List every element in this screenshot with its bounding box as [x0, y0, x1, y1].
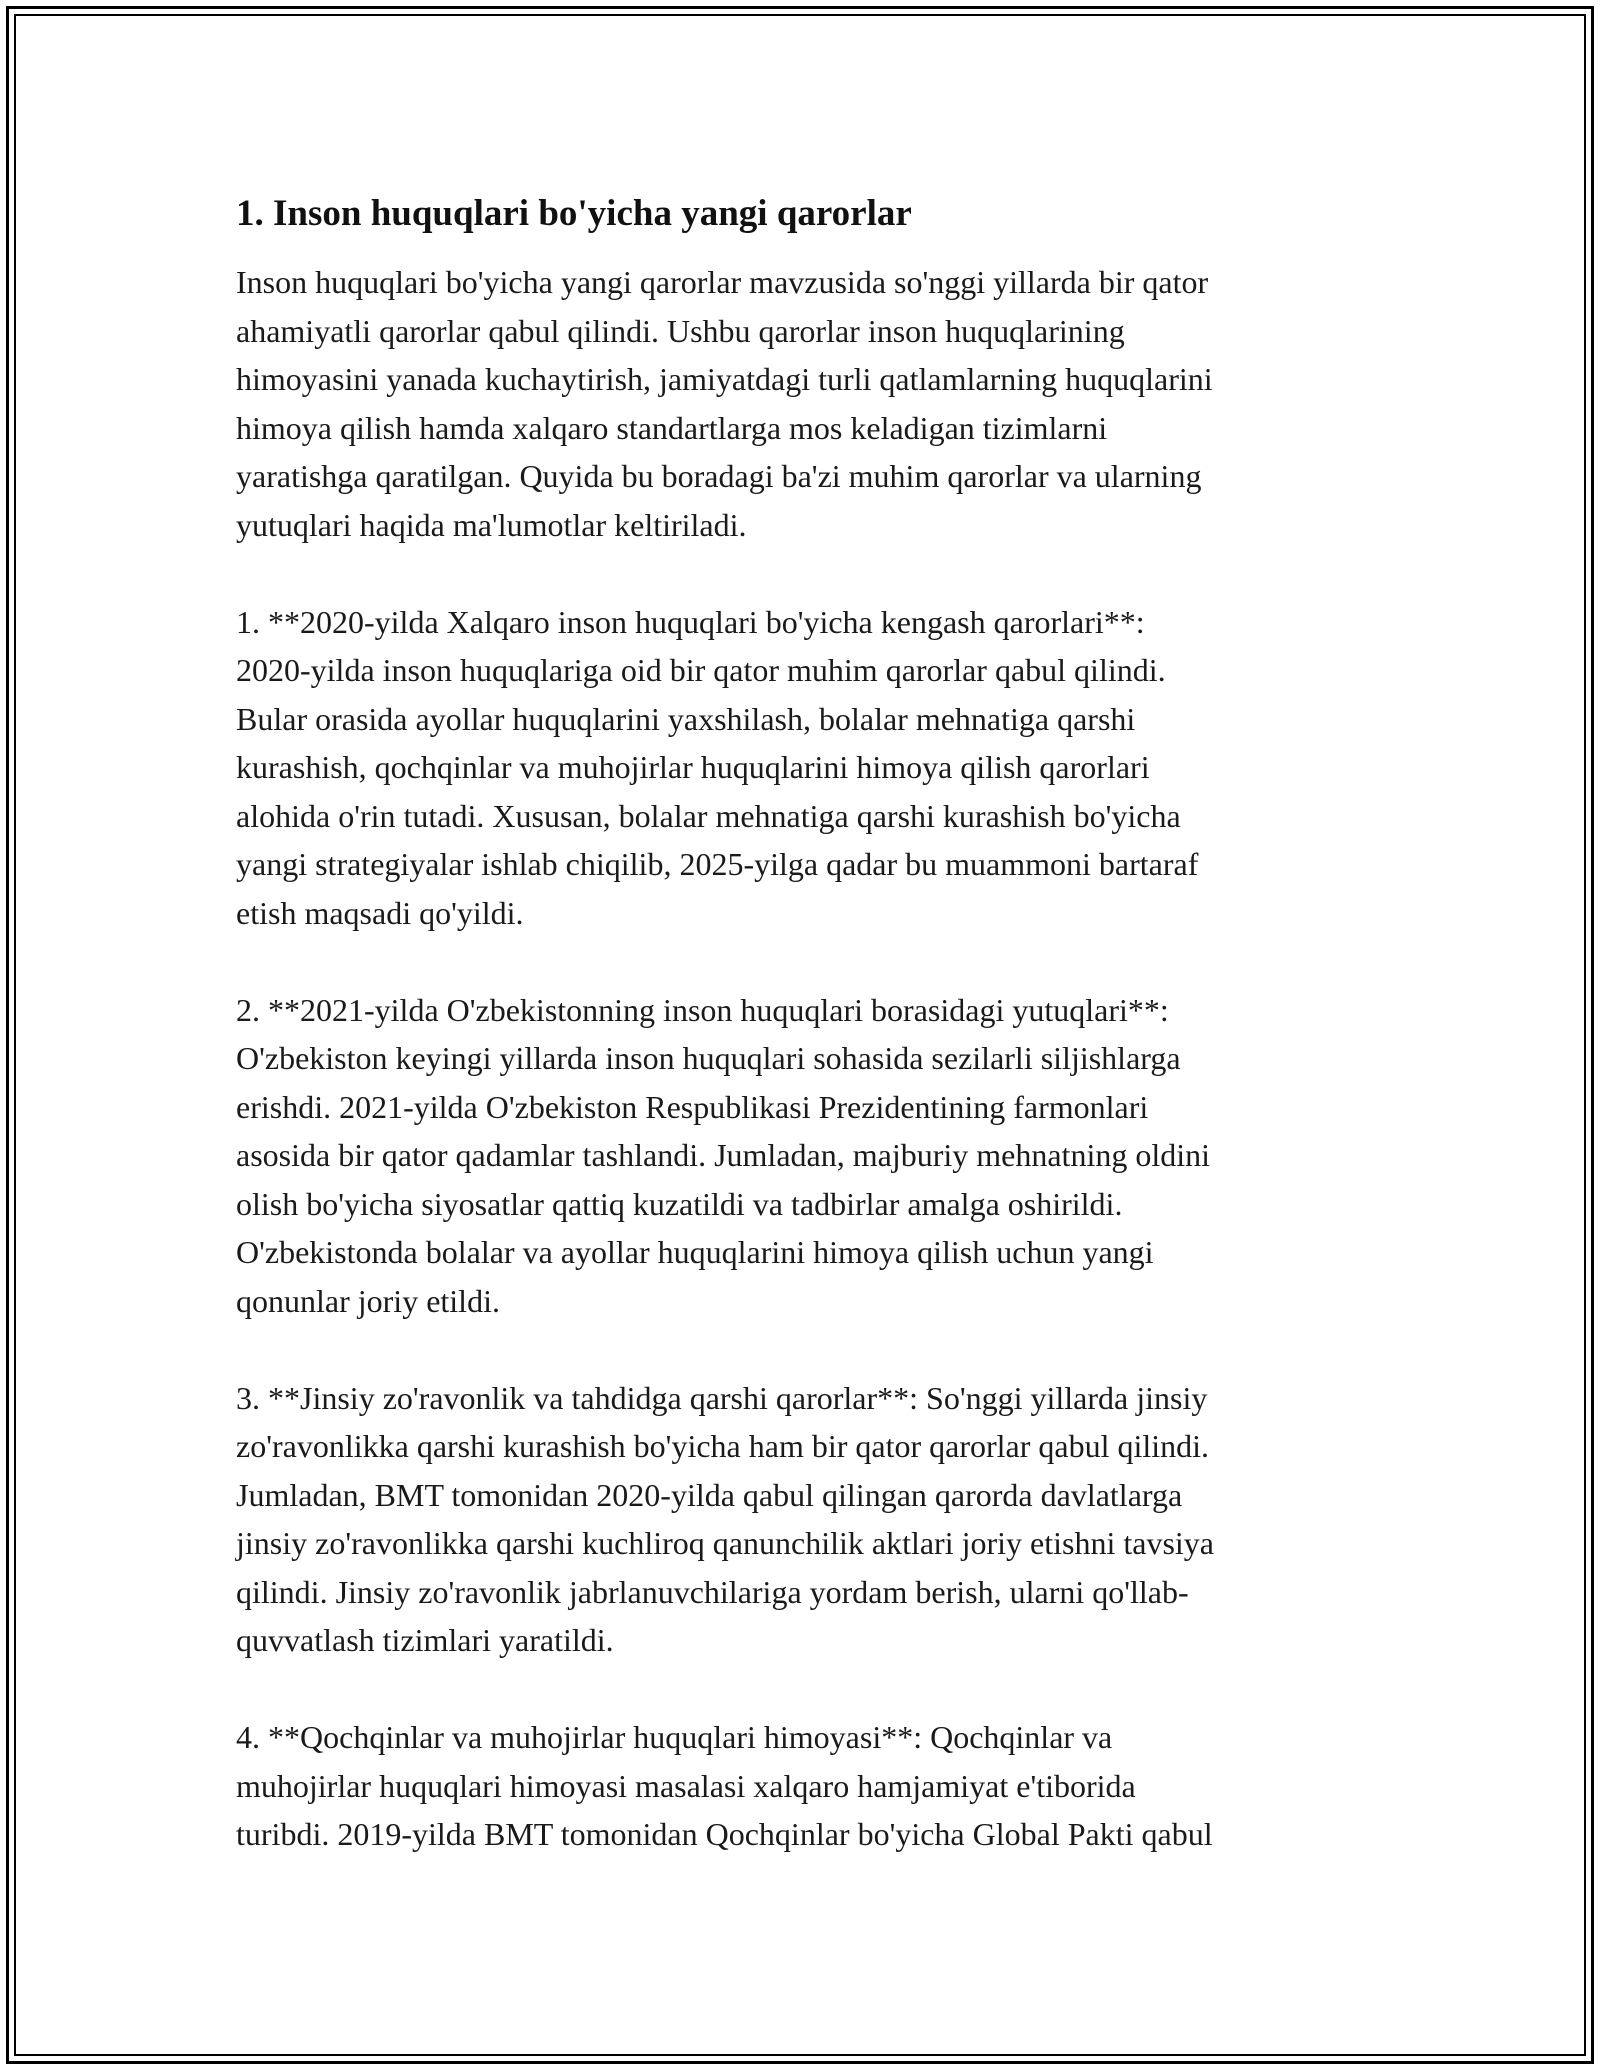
paragraph-spacer: [236, 549, 1366, 598]
list-item-4-paragraph: 4. **Qochqinlar va muhojirlar huquqlari himoyasi**: Qochqinlar va muhojirlar huquqlari himoyasi masalasi xalqaro hamjamiyat e'tiborida turibdi. 2019-yilda BMT tomonidan Qochqinlar bo'yicha Global Pakti qabul: [236, 1719, 1213, 1852]
list-item-1-paragraph: 1. **2020-yilda Xalqaro inson huquqlari bo'yicha kengash qarorlari**: 2020-yilda inson huquqlariga oid bir qator muhim qarorlar qabul qilindi. Bular orasida ayollar huquqlarini yaxshilash, bolalar mehnatiga qarshi kurashish, qochqinlar va muhojirlar huquqlarini himoya qilish qarorlari alohida o'rin tutadi. Xususan, bolalar mehnatiga qarshi kurashish bo'yicha yangi strategiyalar ishlab chiqilib, 2025-yilga qadar bu muammoni bartaraf etish maqsadi qo'yildi.: [236, 603, 1199, 931]
paragraph-spacer: [236, 1665, 1366, 1714]
list-item-3-paragraph: 3. **Jinsiy zo'ravonlik va tahdidga qarshi qarorlar**: So'nggi yillarda jinsiy zo'ravonlikka qarshi kurashish bo'yicha ham bir qator qarorlar qabul qilindi. Jumladan, BMT tomonidan 2020-yilda qabul qilingan qarorda davlatlarga jinsiy zo'ravonlikka qarshi kuchliroq qanunchilik aktlari joriy etishni tavsiya qilindi. Jinsiy zo'ravonlik jabrlanuvchilariga yordam berish, ularni qo'llab- quvvatlash tizimlari yaratildi.: [236, 1379, 1214, 1658]
paragraph-spacer: [236, 937, 1366, 986]
list-item-2-paragraph: 2. **2021-yilda O'zbekistonning inson huquqlari borasidagi yutuqlari**: O'zbekiston keyingi yillarda inson huquqlari sohasida sezilarli siljishlarga erishdi. 2021-yilda O'zbekiston Respublikasi Prezidentining farmonlari asosida bir qator qadamlar tashlandi. Jumladan, majburiy mehnatning oldini olish bo'yicha siyosatlar qattiq kuzatildi va tadbirlar amalga oshirildi. O'zbekistonda bolalar va ayollar huquqlarini himoya qilish uchun yangi qonunlar joriy etildi.: [236, 991, 1210, 1319]
intro-paragraph: Inson huquqlari bo'yicha yangi qarorlar mavzusida so'nggi yillarda bir qator ahamiyatli qarorlar qabul qilindi. Ushbu qarorlar inson huquqlarining himoyasini yanada kuchaytirish, jamiyatdagi turli qatlamlarning huquqlarini himoya qilish hamda xalqaro standartlarga mos keladigan tizimlarni yaratishga qaratilgan. Quyida bu boradagi ba'zi muhim qarorlar va ularning yutuqlari haqida ma'lumotlar keltiriladi.: [236, 264, 1213, 543]
document-body: [236, 188, 1366, 1859]
paragraph-spacer: [236, 1325, 1366, 1374]
section-heading: 1. Inson huquqlari bo'yicha yangi qarorlar: [236, 193, 912, 234]
